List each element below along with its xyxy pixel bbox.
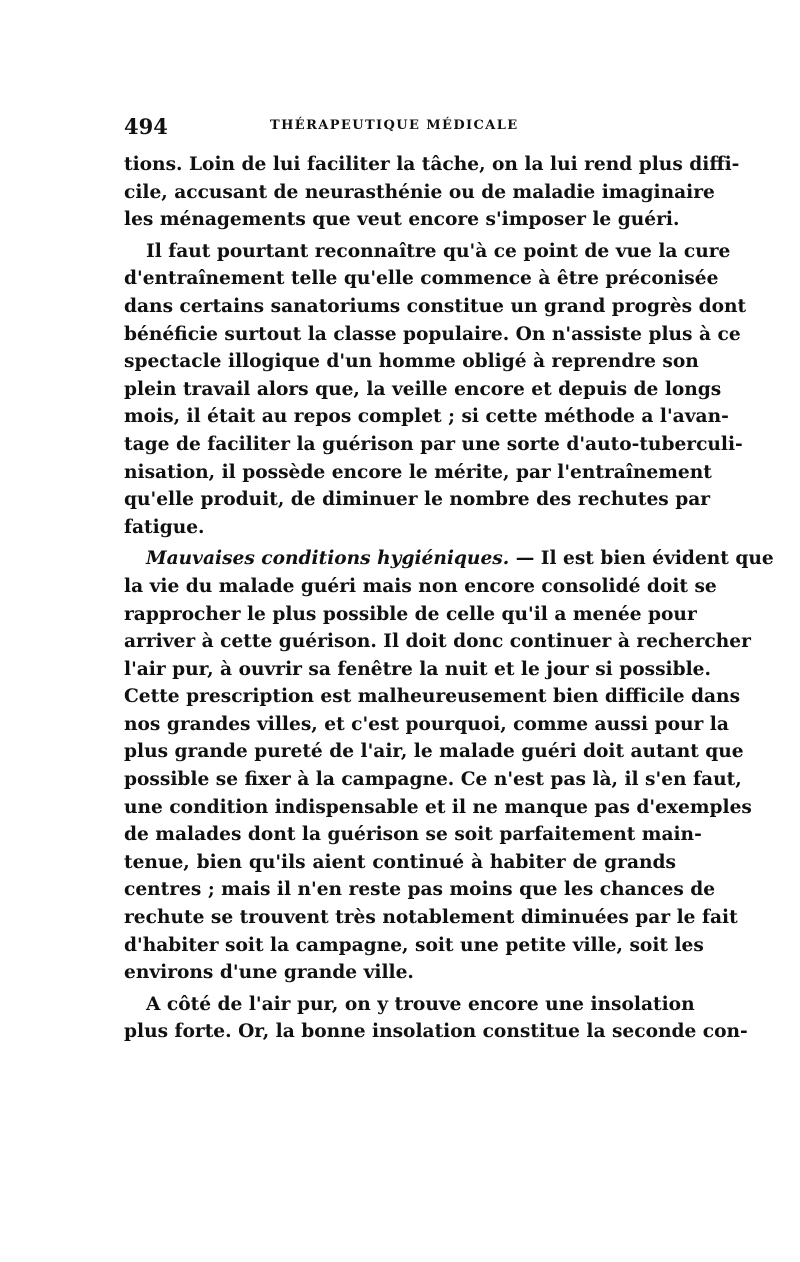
- text-line: la vie du malade guéri mais non encore consolidé doit se: [124, 575, 717, 597]
- text-line: mois, il était au repos complet ; si cette méthode a l'avan-: [124, 406, 729, 428]
- running-header: [124, 114, 676, 140]
- text-line: nos grandes villes, et c'est pourquoi, comme aussi pour la: [124, 713, 729, 735]
- text-line: bénéficie surtout la classe populaire. On n'assiste plus à ce: [124, 323, 741, 345]
- text-line: rapprocher le plus possible de celle qu'il a menée pour: [124, 603, 697, 625]
- text-line: fatigue.: [124, 516, 205, 538]
- text-line: centres ; mais il n'en reste pas moins que les chances de: [124, 879, 716, 901]
- section-heading-line: [124, 545, 774, 573]
- paragraph-continuation: [124, 151, 747, 541]
- text-line: les ménagements que veut encore s'imposer le guéri.: [124, 209, 680, 231]
- text-line: Cette prescription est malheureusement bien difficile dans: [124, 686, 741, 708]
- text-line: tions. Loin de lui faciliter la tâche, on la lui rend plus diffi-: [124, 154, 740, 175]
- text-line: spectacle illogique d'un homme obligé à reprendre son: [124, 351, 699, 373]
- text-line: qu'elle produit, de diminuer le nombre des rechutes par: [124, 489, 711, 511]
- section-paragraph: [124, 573, 752, 1046]
- text-line: tage de faciliter la guérison par une sorte d'auto-tuberculi-: [124, 433, 743, 455]
- text-line: plein travail alors que, la veille encore et depuis de longs: [124, 378, 722, 400]
- text-line: dans certains sanatoriums constitue un grand progrès dont: [124, 295, 747, 317]
- running-title: THÉRAPEUTIQUE MÉDICALE: [270, 118, 519, 133]
- text-line: d'habiter soit la campagne, soit une petite ville, soit les: [124, 934, 704, 956]
- text-line: rechute se trouvent très notablement diminuées par le fait: [124, 907, 738, 929]
- body-text: [124, 151, 774, 1046]
- text-line: une condition indispensable et il ne manque pas d'exemples: [124, 796, 752, 818]
- text-line: tenue, bien qu'ils aient continué à habiter de grands: [124, 851, 676, 873]
- text-line: plus grande pureté de l'air, le malade guéri doit autant que: [124, 741, 744, 763]
- section-heading-rest: — Il est bien évident que: [509, 548, 774, 570]
- page-number: 494: [124, 114, 168, 139]
- text-line: d'entraînement telle qu'elle commence à être préconisée: [124, 268, 719, 290]
- text-line: plus forte. Or, la bonne insolation constitue la seconde con-: [124, 1021, 748, 1043]
- text-line: cile, accusant de neurasthénie ou de maladie imaginaire: [124, 181, 715, 203]
- section-title: Mauvaises conditions hygiéniques.: [146, 548, 510, 570]
- text-line: Il faut pourtant reconnaître qu'à ce point de vue la cure: [146, 240, 731, 262]
- text-line: l'air pur, à ouvrir sa fenêtre la nuit et le jour si possible.: [124, 658, 711, 680]
- text-line: A côté de l'air pur, on y trouve encore une insolation: [146, 993, 695, 1015]
- text-line: arriver à cette guérison. Il doit donc continuer à rechercher: [124, 631, 751, 653]
- text-line: environs d'une grande ville.: [124, 962, 414, 984]
- text-line: de malades dont la guérison se soit parfaitement main-: [124, 824, 702, 846]
- text-line: nisation, il possède encore le mérite, par l'entraînement: [124, 461, 712, 483]
- text-line: possible se fixer à la campagne. Ce n'est pas là, il s'en faut,: [124, 769, 742, 791]
